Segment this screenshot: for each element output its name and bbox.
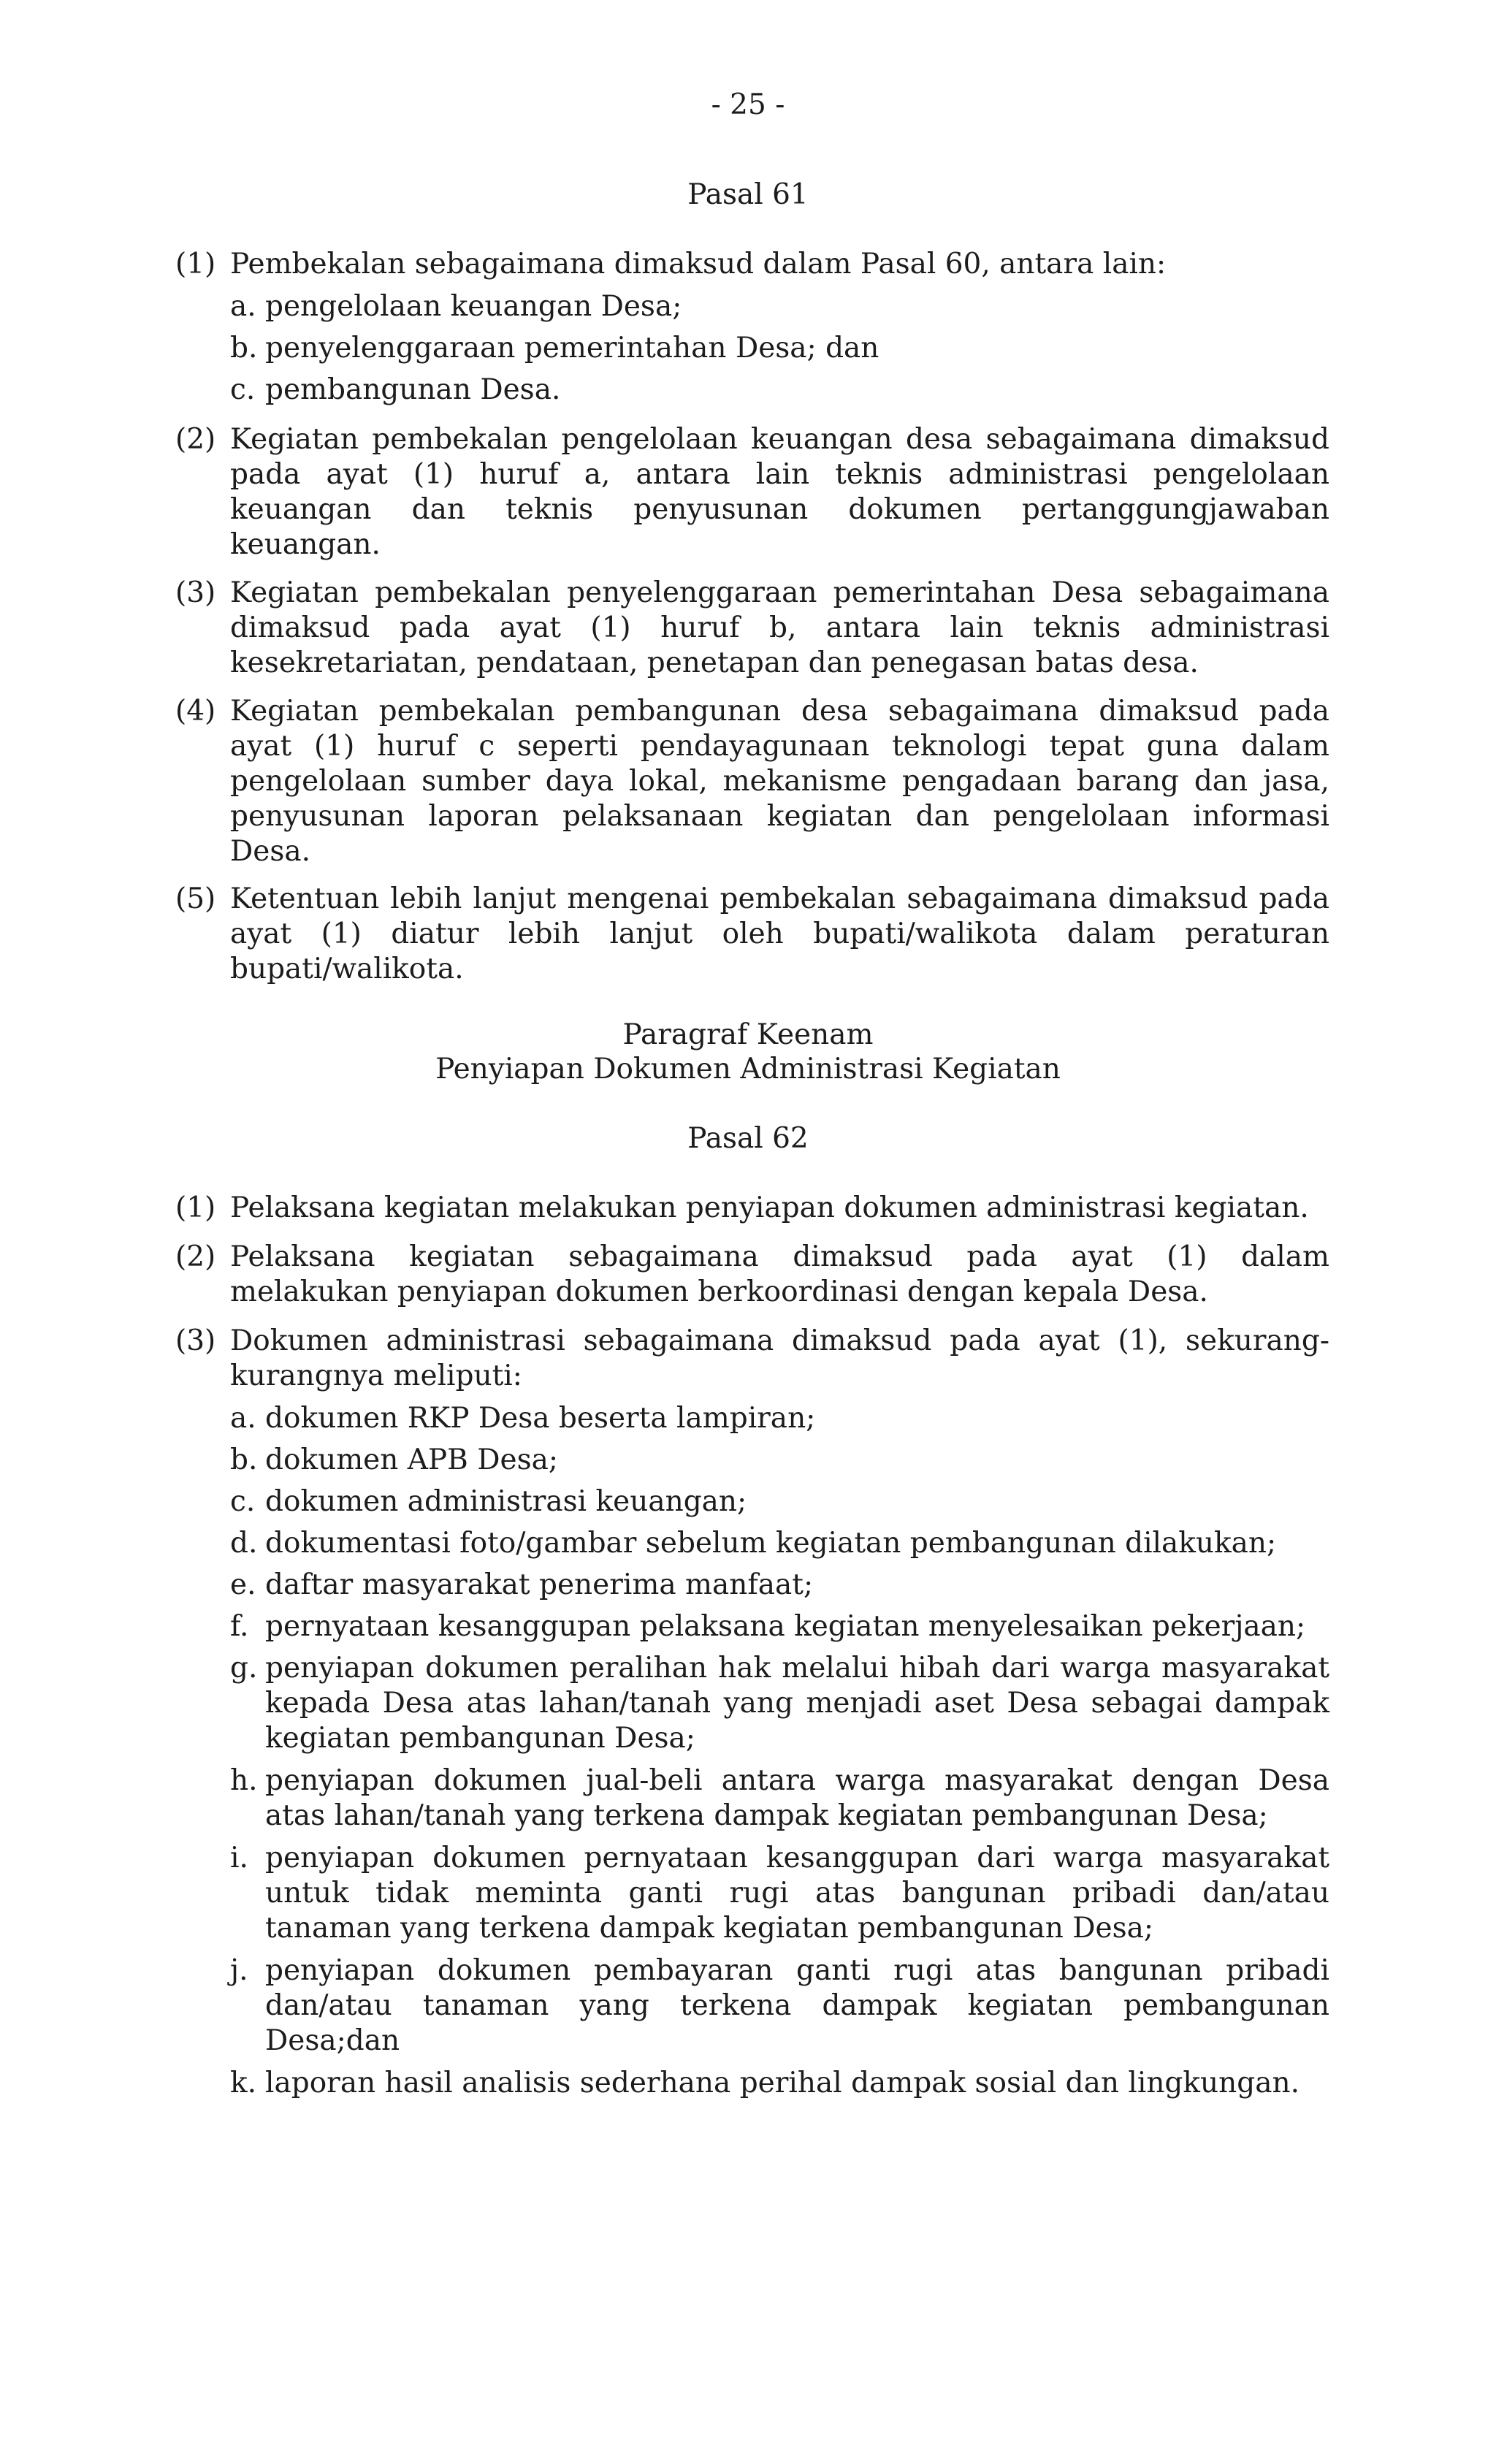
clause-line: melakukan penyiapan dokumen berkoordinasi dengan kepala Desa.	[230, 1275, 1208, 1308]
clause-number: (2)	[175, 1240, 216, 1273]
list-text: dokumen RKP Desa beserta lampiran;	[265, 1402, 816, 1435]
article-title-61: Pasal 61	[687, 178, 809, 211]
clause-line: pada ayat (1) huruf a, antara lain teknis administrasi pengelolaan	[230, 458, 1329, 491]
list-text: penyiapan dokumen jual-beli antara warga masyarakat dengan Desa	[265, 1764, 1329, 1797]
clause-line: penyusunan laporan pelaksanaan kegiatan dan pengelolaan informasi	[230, 800, 1329, 833]
clause-line: Pelaksana kegiatan melakukan penyiapan dokumen administrasi kegiatan.	[230, 1191, 1309, 1224]
clause-line: keuangan.	[230, 528, 381, 561]
list-label: a.	[230, 1402, 256, 1435]
list-text: penyelenggaraan pemerintahan Desa; dan	[265, 332, 879, 365]
list-label: g.	[230, 1652, 258, 1685]
list-label: c.	[230, 373, 256, 406]
clause-text: Pembekalan sebagaimana dimaksud dalam Pasal 60, antara lain:	[230, 248, 1167, 281]
list-text: pengelolaan keuangan Desa;	[265, 290, 682, 323]
clause-line: Kegiatan pembekalan pembangunan desa sebagaimana dimaksud pada	[230, 695, 1329, 728]
clause-line: kurangnya meliputi:	[230, 1359, 522, 1392]
list-label: b.	[230, 1443, 258, 1476]
clause-line: Pelaksana kegiatan sebagaimana dimaksud pada ayat (1) dalam	[230, 1240, 1329, 1273]
clause-number: (1)	[175, 1191, 216, 1224]
list-label: f.	[230, 1610, 249, 1643]
list-label: c.	[230, 1485, 256, 1518]
clause-number: (3)	[175, 576, 216, 609]
section-heading: Paragraf Keenam	[622, 1018, 874, 1051]
clause-line: dimaksud pada ayat (1) huruf b, antara lain teknis administrasi	[230, 611, 1329, 644]
clause-line: ayat (1) diatur lebih lanjut oleh bupati/walikota dalam peraturan	[230, 918, 1329, 950]
list-text: laporan hasil analisis sederhana perihal dampak sosial dan lingkungan.	[265, 2067, 1300, 2099]
list-text: pernyataan kesanggupan pelaksana kegiatan menyelesaikan pekerjaan;	[265, 1610, 1306, 1643]
clause-line: keuangan dan teknis penyusunan dokumen pertanggungjawaban	[230, 493, 1329, 526]
clause-number: (4)	[175, 695, 216, 728]
list-text: dan/atau tanaman yang terkena dampak kegiatan pembangunan	[265, 1989, 1329, 2022]
clause-line: Kegiatan pembekalan pengelolaan keuangan desa sebagaimana dimaksud	[230, 423, 1329, 456]
clause-line: Desa.	[230, 835, 311, 868]
page-number: - 25 -	[711, 88, 785, 121]
list-text: atas lahan/tanah yang terkena dampak kegiatan pembangunan Desa;	[265, 1799, 1268, 1832]
list-text: pembangunan Desa.	[265, 373, 561, 406]
list-label: h.	[230, 1764, 258, 1797]
list-text: daftar masyarakat penerima manfaat;	[265, 1568, 814, 1601]
clause-line: bupati/walikota.	[230, 953, 464, 985]
list-text: dokumen APB Desa;	[265, 1443, 558, 1476]
article-title-62: Pasal 62	[687, 1122, 809, 1155]
list-text: dokumen administrasi keuangan;	[265, 1485, 747, 1518]
list-text: penyiapan dokumen pembayaran ganti rugi atas bangunan pribadi	[265, 1954, 1329, 1987]
section-subheading: Penyiapan Dokumen Administrasi Kegiatan	[435, 1053, 1061, 1086]
clause-number: (2)	[175, 423, 216, 456]
list-text: kegiatan pembangunan Desa;	[265, 1722, 695, 1755]
list-label: k.	[230, 2067, 257, 2099]
list-text: dokumentasi foto/gambar sebelum kegiatan pembangunan dilakukan;	[265, 1527, 1277, 1560]
clause-number: (1)	[175, 248, 216, 281]
clause-number: (5)	[175, 882, 216, 915]
list-text: penyiapan dokumen peralihan hak melalui hibah dari warga masyarakat	[265, 1652, 1329, 1685]
clause-line: kesekretariatan, pendataan, penetapan dan penegasan batas desa.	[230, 646, 1199, 679]
list-text: untuk tidak meminta ganti rugi atas bangunan pribadi dan/atau	[265, 1877, 1329, 1910]
list-label: e.	[230, 1568, 256, 1601]
list-text: kepada Desa atas lahan/tanah yang menjadi aset Desa sebagai dampak	[265, 1687, 1329, 1720]
list-label: i.	[230, 1842, 248, 1874]
clause-line: ayat (1) huruf c seperti pendayagunaan teknologi tepat guna dalam	[230, 730, 1329, 763]
list-label: d.	[230, 1527, 258, 1560]
list-text: tanaman yang terkena dampak kegiatan pembangunan Desa;	[265, 1912, 1154, 1945]
clause-line: pengelolaan sumber daya lokal, mekanisme pengadaan barang dan jasa,	[230, 765, 1329, 798]
clause-line: Dokumen administrasi sebagaimana dimaksud pada ayat (1), sekurang-	[230, 1324, 1329, 1357]
clause-line: Kegiatan pembekalan penyelenggaraan pemerintahan Desa sebagaimana	[230, 576, 1329, 609]
clause-number: (3)	[175, 1324, 216, 1357]
list-text: penyiapan dokumen pernyataan kesanggupan dari warga masyarakat	[265, 1842, 1329, 1874]
clause-line: Ketentuan lebih lanjut mengenai pembekalan sebagaimana dimaksud pada	[230, 882, 1329, 915]
list-text: Desa;dan	[265, 2024, 400, 2057]
list-label: b.	[230, 332, 258, 365]
list-label: j.	[230, 1954, 248, 1987]
list-label: a.	[230, 290, 256, 323]
